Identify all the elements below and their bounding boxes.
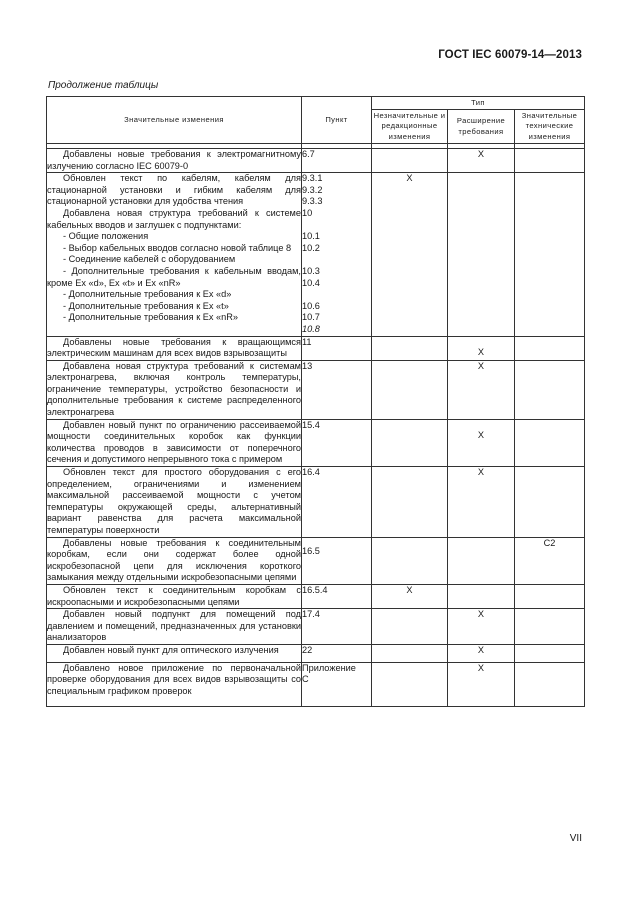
minor-mark [372, 149, 448, 173]
technical-mark [515, 467, 585, 538]
table-row [47, 609, 585, 645]
technical-mark [515, 336, 585, 360]
table-row [47, 173, 585, 336]
header-changes: Значительные изменения [47, 97, 302, 144]
minor-mark [372, 644, 448, 662]
extension-mark: X [448, 662, 515, 707]
minor-mark [372, 360, 448, 419]
header-type-technical: Значительные технические изменения [515, 110, 585, 144]
clause-cell: 15.4 [302, 419, 372, 466]
table-row [47, 584, 585, 608]
table-row [47, 662, 585, 707]
minor-mark [372, 662, 448, 707]
change-description: Добавлены новые требования к соединительным коробкам, если они содержат более одной искробезопасной цепи для исключения короткого замыкания между отдельными искробезопасными цепями [47, 537, 302, 584]
change-description: Добавлена новая структура требований к системам электронагрева, включая контроль температуры, ограничение температуры, устройство безопасности и дополнительные требования к системе распределенного электронагрева [47, 360, 302, 419]
changes-table [46, 96, 585, 707]
change-description: Добавлен новый подпункт для помещений под давлением и помещений, предназначенных для установки анализаторов [47, 609, 302, 645]
change-description: Обновлен текст к соединительным коробкам с искроопасными и искробезопасными цепями [47, 584, 302, 608]
clause-cell: 16.4 [302, 467, 372, 538]
header-type: Тип [372, 97, 585, 110]
clause-cell: Приложение С [302, 662, 372, 707]
change-description: Добавлен новый пункт для оптического излучения [47, 644, 302, 662]
clause-cell: 9.3.1 9.3.2 9.3.3 10 10.1 10.2 10.3 10.4 10.6 10.7 10.8 [302, 173, 372, 336]
clause-cell: 16.5.4 [302, 584, 372, 608]
table-caption: Продолжение таблицы [48, 80, 159, 91]
extension-mark: X [448, 336, 515, 360]
table-row [47, 644, 585, 662]
table-row [47, 537, 585, 584]
extension-mark: X [448, 609, 515, 645]
minor-mark [372, 537, 448, 584]
extension-mark: X [448, 644, 515, 662]
extension-mark [448, 537, 515, 584]
minor-mark [372, 419, 448, 466]
standard-code: ГОСТ IEC 60079-14—2013 [438, 49, 582, 61]
technical-mark: C2 [515, 537, 585, 584]
clause-cell: 11 [302, 336, 372, 360]
table-row [47, 336, 585, 360]
clause-cell: 22 [302, 644, 372, 662]
extension-mark: X [448, 419, 515, 466]
minor-mark [372, 336, 448, 360]
change-description: Добавлены новые требования к вращающимся электрическим машинам для всех видов взрывозащиты [47, 336, 302, 360]
extension-mark [448, 584, 515, 608]
table-row [47, 419, 585, 466]
technical-mark [515, 609, 585, 645]
header-clause: Пункт [302, 97, 372, 144]
technical-mark [515, 149, 585, 173]
change-description: Добавлено новое приложение по первоначальной проверке оборудования для всех видов взрывозащиты со специальным графиком проверок [47, 662, 302, 707]
technical-mark [515, 662, 585, 707]
clause-cell: 6.7 [302, 149, 372, 173]
extension-mark: X [448, 467, 515, 538]
change-description: Добавлен новый пункт по ограничению рассеиваемой мощности соединительных коробок как функции количества проводов в зависимости от поперечного сечения и допустимого непрерывного тока с примером [47, 419, 302, 466]
extension-mark [448, 173, 515, 336]
minor-mark: X [372, 173, 448, 336]
minor-mark: X [372, 584, 448, 608]
technical-mark [515, 584, 585, 608]
minor-mark [372, 609, 448, 645]
page-number: VII [569, 833, 582, 844]
extension-mark: X [448, 360, 515, 419]
clause-cell: 13 [302, 360, 372, 419]
change-description: Обновлен текст для простого оборудования с его определением, ограничениями и изменением максимальной рассеиваемой мощности с учетом температуры окружающей среды, альтернативный вариант равенства для расчета максимальной температуры поверхности [47, 467, 302, 538]
clause-cell: 16.5 [302, 537, 372, 584]
technical-mark [515, 644, 585, 662]
change-description: Добавлены новые требования к электромагнитному излучению согласно IEC 60079-0 [47, 149, 302, 173]
table-row [47, 360, 585, 419]
header-type-extension: Расширение требования [448, 110, 515, 144]
technical-mark [515, 173, 585, 336]
change-description: Обновлен текст по кабелям, кабелям для стационарной установки и гибким кабелям для стационарной установки для удобства чтения Добавлена новая структура требований к системе кабельных вводов и заглушек с подпунктами: - Общие положения - Выбор кабельных вводов согласно новой таблице 8 - Соединение кабелей с оборудованием - Дополнительные требования к кабельным вводам, кроме Ex «d», Ex «t» и Ex «nR» - Дополнительные требования к Ex «d» - Дополнительные требования к Ex «t» - Дополнительные требования к Ex «nR» [47, 173, 302, 336]
technical-mark [515, 419, 585, 466]
minor-mark [372, 467, 448, 538]
technical-mark [515, 360, 585, 419]
table-row [47, 149, 585, 173]
extension-mark: X [448, 149, 515, 173]
clause-cell: 17.4 [302, 609, 372, 645]
header-type-minor: Незначительные и редакционные изменения [372, 110, 448, 144]
table-row [47, 467, 585, 538]
